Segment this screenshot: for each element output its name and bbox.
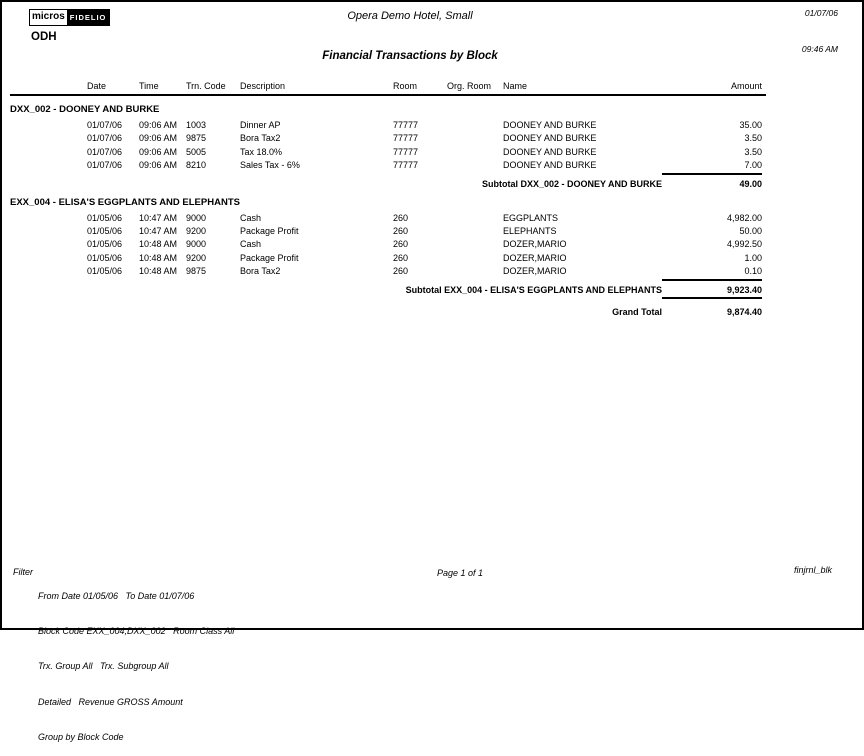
filter-criteria: [38, 567, 234, 756]
print-time: 09:46 AM: [801, 44, 838, 54]
cell-trn-code: 9000: [186, 212, 207, 223]
cell-date: 01/07/06: [87, 160, 123, 171]
cell-room: 260: [393, 266, 409, 277]
cell-name: DOONEY AND BURKE: [503, 120, 597, 130]
cell-name: DOZER,MARIO: [503, 239, 567, 250]
filter-line: Block Code EXX_004,DXX_002 Room Class All: [38, 625, 235, 636]
cell-room: 77777: [393, 160, 419, 171]
table-body: [10, 96, 766, 319]
table-row: [10, 252, 766, 265]
cell-date: 01/07/06: [87, 120, 123, 130]
cell-time: 09:06 AM: [139, 160, 178, 171]
property-code: ODH: [31, 31, 57, 43]
cell-trn-code: 9200: [186, 252, 207, 263]
column-header-room: Room: [393, 81, 418, 91]
column-header-amount: Amount: [730, 81, 762, 91]
cell-amount: 35.00: [739, 120, 762, 130]
cell-name: DOONEY AND BURKE: [503, 146, 597, 157]
report-id: finjrnl_blk: [793, 565, 832, 575]
section-header: DXX_002 - DOONEY AND BURKE: [10, 104, 160, 115]
cell-description: Cash: [240, 212, 262, 223]
cell-amount: 50.00: [739, 225, 762, 236]
cell-trn-code: 9875: [186, 266, 207, 277]
cell-room: 77777: [393, 133, 419, 144]
hotel-name: Opera Demo Hotel, Small: [347, 10, 473, 22]
cell-room: 260: [393, 239, 409, 250]
cell-date: 01/07/06: [87, 146, 123, 157]
grand-total-amount: 9,874.40: [726, 306, 762, 317]
filter-line: Group by Block Code: [38, 732, 124, 743]
column-header-name: Name: [503, 81, 528, 91]
print-date: 01/07/06: [804, 8, 838, 18]
column-header-date: Date: [87, 81, 107, 91]
cell-trn-code: 1003: [186, 120, 207, 130]
cell-date: 01/05/06: [87, 239, 123, 250]
table-row: [10, 132, 766, 145]
subtotal-amount: 49.00: [662, 173, 762, 189]
cell-trn-code: 9875: [186, 133, 207, 144]
cell-amount: 4,982.00: [726, 212, 762, 223]
cell-date: 01/05/06: [87, 252, 123, 263]
cell-room: 260: [393, 252, 409, 263]
column-header-time: Time: [139, 81, 159, 91]
table-row: [10, 225, 766, 238]
table-row: [10, 159, 766, 172]
cell-time: 09:06 AM: [139, 120, 178, 130]
cell-amount: 0.10: [744, 266, 762, 277]
cell-time: 10:47 AM: [139, 212, 178, 223]
cell-description: Package Profit: [240, 225, 299, 236]
grand-total-row: [10, 305, 766, 319]
cell-time: 10:48 AM: [139, 266, 178, 277]
report-title: Financial Transactions by Block: [322, 50, 498, 62]
cell-amount: 1.00: [744, 252, 762, 263]
cell-name: DOONEY AND BURKE: [503, 133, 597, 144]
micros-logo-text: micros: [30, 10, 67, 25]
column-header-org-room: Org. Room: [447, 81, 492, 91]
section-header: EXX_004 - ELISA'S EGGPLANTS AND ELEPHANTS: [10, 196, 240, 208]
cell-description: Dinner AP: [240, 120, 281, 130]
cell-amount: 3.50: [744, 133, 762, 144]
cell-time: 10:48 AM: [139, 252, 178, 263]
cell-description: Package Profit: [240, 252, 299, 263]
cell-amount: 3.50: [744, 146, 762, 157]
subtotal-row: [10, 279, 766, 299]
fidelio-logo-text: FIDELIO: [67, 10, 110, 25]
table-header-row: [10, 78, 766, 96]
filter-line: Trx. Group All Trx. Subgroup All: [38, 661, 169, 672]
cell-name: EGGPLANTS: [503, 212, 559, 223]
table-row: [10, 146, 766, 159]
cell-name: DOZER,MARIO: [503, 266, 567, 277]
table-row: [10, 238, 766, 251]
page-indicator: Page 1 of 1: [437, 568, 484, 578]
cell-date: 01/05/06: [87, 266, 123, 277]
table-row: [10, 119, 766, 132]
filter-line: Detailed Revenue GROSS Amount: [38, 696, 183, 707]
cell-time: 10:47 AM: [139, 225, 178, 236]
filter-label: Filter: [13, 567, 33, 577]
cell-description: Bora Tax2: [240, 133, 281, 144]
table-row: [10, 265, 766, 278]
column-header-description: Description: [240, 81, 286, 91]
cell-description: Tax 18.0%: [240, 146, 283, 157]
cell-description: Cash: [240, 239, 262, 250]
cell-date: 01/05/06: [87, 212, 123, 223]
cell-time: 09:06 AM: [139, 146, 178, 157]
grand-total-label: Grand Total: [612, 306, 662, 317]
cell-trn-code: 9200: [186, 225, 207, 236]
section-rows: [10, 119, 766, 173]
cell-name: ELEPHANTS: [503, 225, 557, 236]
cell-date: 01/05/06: [87, 225, 123, 236]
cell-amount: 7.00: [744, 160, 762, 171]
cell-room: 260: [393, 212, 409, 223]
column-header-trn-code: Trn. Code: [186, 81, 226, 91]
subtotal-row: [10, 173, 766, 189]
cell-description: Bora Tax2: [240, 266, 281, 277]
cell-trn-code: 9000: [186, 239, 207, 250]
cell-trn-code: 5005: [186, 146, 207, 157]
filter-line: From Date 01/05/06 To Date 01/07/06: [38, 590, 195, 601]
subtotal-label: Subtotal EXX_004 - ELISA'S EGGPLANTS AND ELEPHANTS: [405, 284, 662, 295]
cell-name: DOZER,MARIO: [503, 252, 567, 263]
cell-time: 09:06 AM: [139, 133, 178, 144]
cell-description: Sales Tax - 6%: [240, 160, 300, 171]
subtotal-label: Subtotal DXX_002 - DOONEY AND BURKE: [481, 178, 662, 189]
cell-date: 01/07/06: [87, 133, 123, 144]
cell-amount: 4,992.50: [726, 239, 762, 250]
cell-room: 260: [393, 225, 409, 236]
cell-trn-code: 8210: [186, 160, 207, 171]
cell-room: 77777: [393, 146, 419, 157]
cell-time: 10:48 AM: [139, 239, 178, 250]
section-rows: [10, 212, 766, 279]
subtotal-amount: 9,923.40: [662, 279, 762, 299]
cell-room: 77777: [393, 120, 419, 130]
cell-name: DOONEY AND BURKE: [503, 160, 597, 171]
table-row: [10, 212, 766, 225]
